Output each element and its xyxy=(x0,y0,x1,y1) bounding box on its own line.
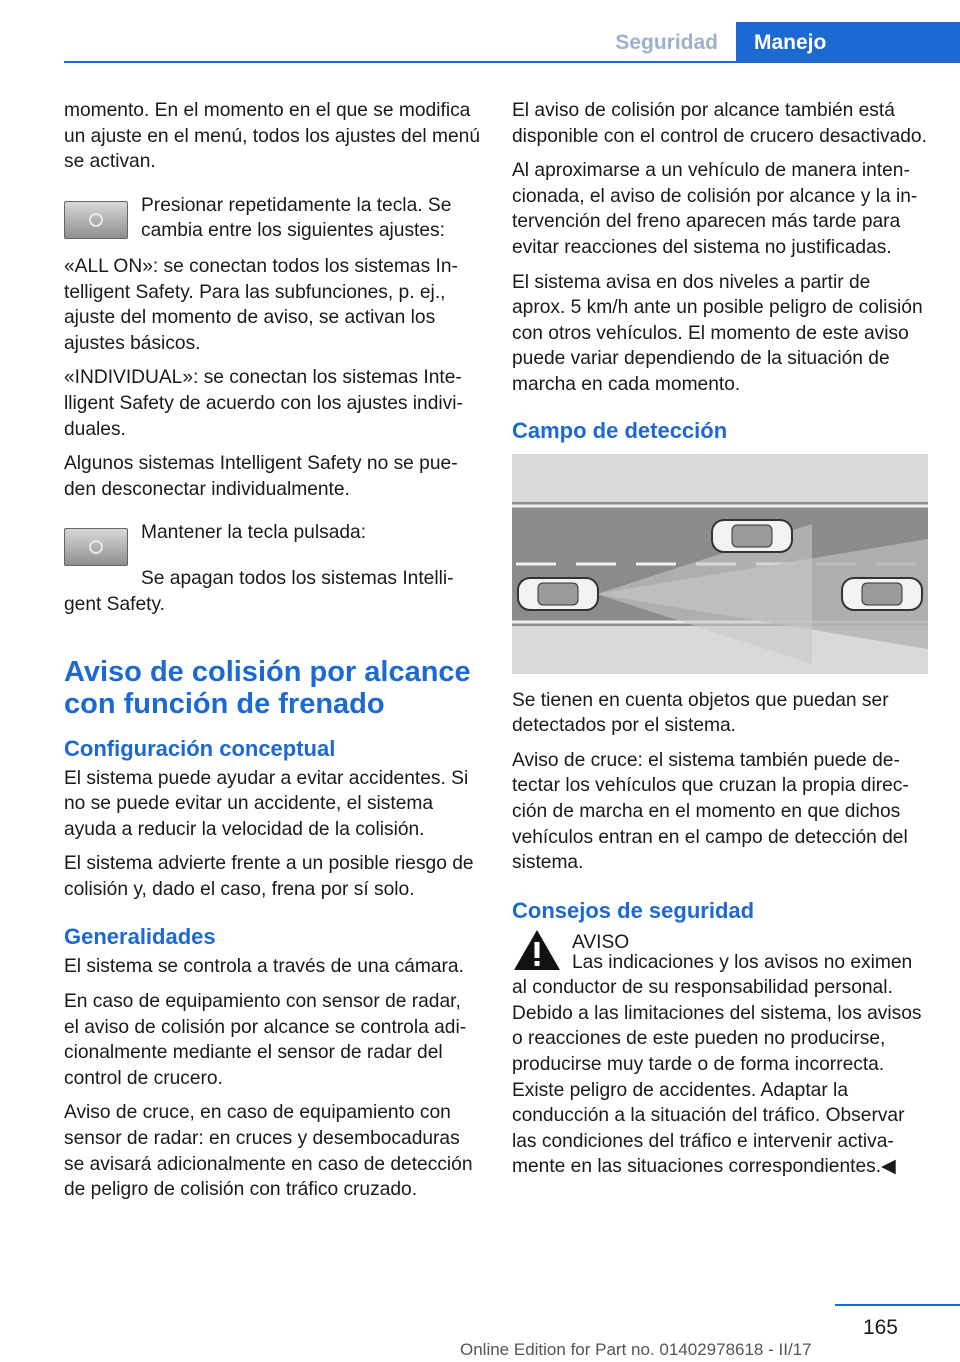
warning-title: AVISO xyxy=(572,931,630,953)
paragraph: «ALL ON»: se conectan todos los sistemas Intelligent Safety. Para las subfunciones, p. ej., ajuste del momento de aviso, se activan los ajustes básicos. xyxy=(64,255,458,354)
warning-text: Las indicaciones y los avisos no eximen al conductor de su responsabilidad personal. Debido a las limitaciones del sistema, los avisos o reacciones de este pueden no producirse, producirse muy tarde o de forma incorrecta. Existe peligro de accidentes. Adaptar la conducción a la situación del tráfico. Observar las condiciones del tráfico e intervenir activamente en las situaciones correspondientes.◀ xyxy=(512,951,922,1178)
section-heading: Aviso de colisión por alcance con función de frenado xyxy=(64,655,471,720)
edition-footer: Online Edition for Part no. 01402978618 - II/17 xyxy=(460,1340,812,1359)
paragraph: El sistema avisa en dos niveles a partir de aprox. 5 km/h ante un posible peligro de colisión con otros vehículos. El momento de este aviso puede variar dependiendo de la situación de marcha en cada momento. xyxy=(512,271,923,395)
paragraph: Se tienen en cuenta objetos que puedan ser detectados por el sistema. xyxy=(512,689,889,737)
subsection-heading: Configuración conceptual xyxy=(64,735,336,761)
warning-triangle-icon xyxy=(512,928,562,972)
paragraph: El sistema puede ayudar a evitar accidentes. Si no se puede evitar un accidente, el sistema ayuda a reducir la velocidad de la colisión. xyxy=(64,767,469,840)
subsection-heading: Consejos de seguridad xyxy=(512,897,755,923)
key-text: Presionar repetidamente la tecla. Se cambia entre los siguientes ajustes: xyxy=(141,194,452,242)
key-instruction-1 xyxy=(64,193,480,248)
paragraph: «INDIVIDUAL»: se conectan los sistemas Intelligent Safety de acuerdo con los ajustes individuales. xyxy=(64,367,463,440)
paragraph: Se apagan todos los sistemas Intelligent Safety. xyxy=(64,568,454,615)
car-icon xyxy=(842,578,922,610)
paragraph: Aviso de cruce, en caso de equipamiento con sensor de radar: en cruces y desembocaduras se avisará adicionalmente en caso de detección de peligro de colisión con tráfico cruzado. xyxy=(64,1102,473,1201)
paragraph: En caso de equipamiento con sensor de radar, el aviso de colisión por alcance se controla adicionalmente mediante el sensor de radar del control de crucero. xyxy=(64,991,467,1089)
paragraph: momento. En el momento en el que se modifica un ajuste en el menú, todos los ajustes del menú se activan. xyxy=(64,100,480,173)
tab-manejo[interactable]: Manejo xyxy=(736,22,960,63)
car-icon xyxy=(712,520,792,552)
tab-seguridad[interactable]: Seguridad xyxy=(615,31,718,54)
assist-button-icon xyxy=(64,528,128,566)
paragraph: El sistema advierte frente a un posible riesgo de colisión y, dado el caso, frena por sí solo. xyxy=(64,853,474,900)
detection-field-illustration xyxy=(512,454,928,674)
footer-rule xyxy=(835,1304,960,1306)
paragraph: Aviso de cruce: el sistema también puede detectar los vehículos que cruzan la propia dirección de marcha en el momento en que dichos vehículos entran en el campo de detección del sistema. xyxy=(512,749,909,874)
paragraph: El aviso de colisión por alcance también está disponible con el control de crucero desactivado. xyxy=(512,100,927,147)
assist-button-icon xyxy=(64,201,128,239)
subsection-heading: Campo de detección xyxy=(512,417,728,443)
paragraph: Algunos sistemas Intelligent Safety no se pueden desconectar individualmente. xyxy=(64,453,458,500)
left-column xyxy=(64,98,480,1212)
key-instruction-2 xyxy=(64,520,480,566)
page-number: 165 xyxy=(862,1316,898,1339)
paragraph: El sistema se controla a través de una cámara. xyxy=(64,956,464,978)
subsection-heading: Generalidades xyxy=(64,924,216,950)
car-icon xyxy=(518,578,598,610)
right-column xyxy=(512,98,928,1189)
paragraph: Al aproximarse a un vehículo de manera intencionada, el aviso de colisión por alcance y la intervención del freno aparecen más tarde para evitar reacciones del sistema no justificadas. xyxy=(512,160,918,258)
key-text: Mantener la tecla pulsada: xyxy=(141,522,367,544)
